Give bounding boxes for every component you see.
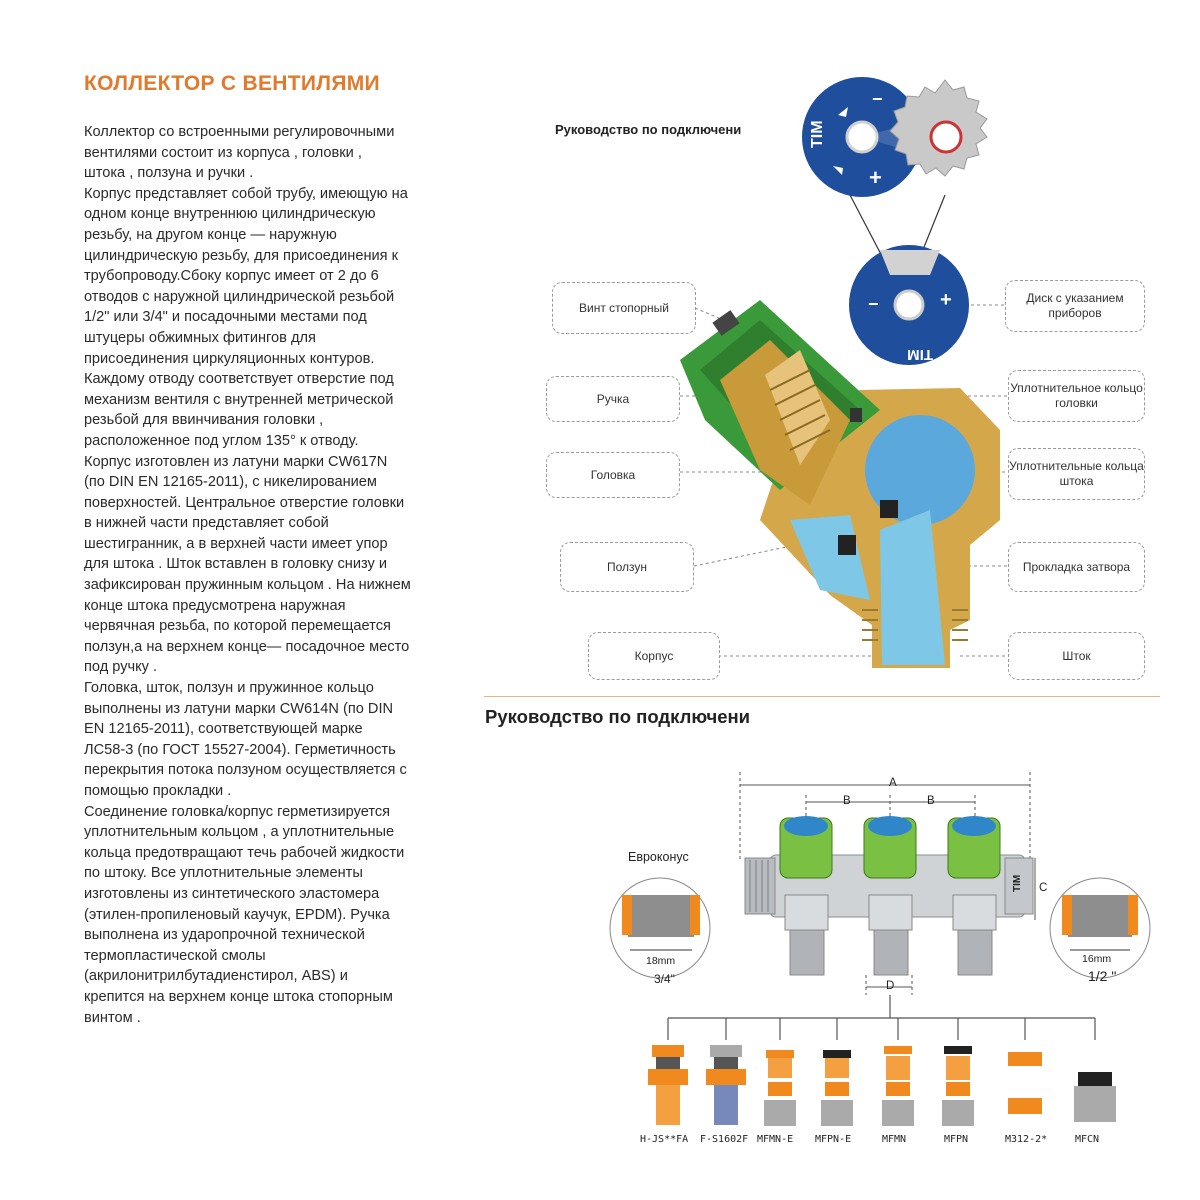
top-diagram-subtitle: Руководство по подключени [555, 122, 742, 137]
eurocone-label: Евроконус [628, 850, 689, 864]
callout-gate-gasket: Прокладка затвора [1008, 542, 1145, 592]
fitting-code-7: M312-2* [1005, 1134, 1048, 1145]
body-line: (по DIN EN 12165-2011), с никелированием [84, 474, 377, 491]
fitting-tree-lines [668, 995, 1095, 1040]
body-line: трубопроводу.Сбоку корпус имеет от 2 до 6 [84, 268, 379, 285]
callout-stem-seals: Уплотнительные кольца штока [1008, 448, 1145, 500]
body-line: EN 12165-2011), соответствующей марке [84, 721, 363, 738]
body-line: уплотнительным кольцом , а уплотнительные [84, 824, 395, 841]
callout-stem: Шток [1008, 632, 1145, 680]
body-line: 1/2" или 3/4" и посадочными местами под [84, 309, 367, 326]
dim-c-label: C [1039, 882, 1048, 894]
body-line: под ручку . [84, 659, 158, 676]
body-line: для штока . Шток вставлен в головку снизу и [84, 556, 388, 573]
body-line: отводов с наружной цилиндрической резьбой [84, 288, 395, 305]
body-line: цилиндрическую резьбу, для присоединения к [84, 247, 398, 264]
plus-sign-2: + [940, 289, 952, 311]
body-line: штока , ползуна и ручки . [84, 165, 254, 182]
body-line: изготовлены из синтетического эластомера [84, 885, 380, 902]
body-line: по штоку. Все уплотнительные элементы [84, 865, 363, 882]
minus-sign: − [872, 89, 883, 109]
body-line: Каждому отводу соответствует отверстие под [84, 371, 394, 388]
plus-sign: + [869, 165, 882, 190]
body-line: Головка, шток, ползун и пружинное кольцо [84, 680, 374, 697]
body-line: ЛС58-3 (по ГОСТ 15527-2004). Герметичность [84, 741, 396, 758]
valve-heads [780, 816, 1000, 975]
callout-handle: Ручка [546, 376, 680, 422]
body-line: выполнена из ударопрочной технической [84, 927, 365, 944]
fitting-code-3: MFMN-E [757, 1134, 794, 1145]
disk-brand-label: TIM [809, 120, 826, 148]
body-line: помощью прокладки . [84, 783, 232, 799]
callout-slider: Ползун [560, 542, 694, 592]
fitting-code-1: H-JS**FA [640, 1134, 689, 1145]
left-inset-thread: 3/4" [654, 972, 675, 986]
body-line: присоединения циркуляционных контуров. [84, 350, 375, 367]
callout-head: Головка [546, 452, 680, 498]
body-line: зафиксирован пружинным кольцом . На нижнем [84, 577, 411, 594]
body-line: Корпус изготовлен из латуни марки CW617N [84, 453, 388, 470]
body-line: червячная резьба, по которой перемещается [84, 618, 391, 635]
callout-set-screw: Винт стопорный [552, 282, 696, 334]
body-line: штуцеры обжимных фитингов для [84, 329, 316, 346]
body-line: конце штока предусмотрена наружная [84, 597, 346, 614]
body-line: Коллектор со встроенными регулировочными [84, 124, 395, 140]
body-line: вентилями состоит из корпуса , головки , [84, 144, 362, 161]
right-inset-size: 16mm [1082, 953, 1112, 965]
body-line: (этилен-пропиленовый каучук, EPDM). Ручка [84, 906, 390, 923]
body-line: перекрытия потока ползуном осуществляется с [84, 762, 407, 779]
body-line: резьбу, на другом конце — наружную [84, 226, 337, 243]
fitting-code-5: MFMN [882, 1134, 907, 1145]
body-line: резьбой для ввинчивания головки , [84, 412, 324, 429]
fitting-code-4: MFPN-E [815, 1134, 852, 1145]
body-line: термопластической смолы [84, 947, 266, 964]
fitting-code-6: MFPN [944, 1134, 969, 1145]
dim-b1-label: B [843, 795, 851, 807]
body-line: Соединение головка/корпус герметизируется [84, 803, 391, 820]
callout-device-disk: Диск с указанием приборов [1005, 280, 1145, 332]
callout-head-seal: Уплотнительное кольцо головки [1008, 370, 1145, 422]
body-line: механизм вентиля с внутренней метрической [84, 391, 394, 408]
left-inset-size: 18mm [646, 955, 676, 967]
fitting-code-2: F-S1602F [700, 1134, 749, 1145]
body-line: шестигранник, а в верхней части имеет упор [84, 535, 388, 552]
right-inset-thread: 1/2 " [1088, 968, 1117, 984]
fitting-code-8: MFCN [1075, 1134, 1100, 1145]
body-line: расположенное под углом 135° к отводу. [84, 432, 359, 449]
fittings-row [648, 1045, 1116, 1126]
body-line: одном конце внутреннюю цилиндрическую [84, 206, 376, 223]
body-line: поверхностей. Центральное отверстие головки [84, 494, 405, 511]
callout-body: Корпус [588, 632, 720, 680]
disk-brand-label-2: TIM [907, 346, 933, 363]
body-line: кольца предотвращают течь рабочей жидкости [84, 844, 405, 861]
dim-b2-label: B [927, 795, 935, 807]
body-line: (акрилонитрилбутадиенстирол, ABS) и [84, 968, 348, 985]
dim-d-label: D [886, 980, 895, 992]
page-title: КОЛЛЕКТОР С ВЕНТИЛЯМИ [84, 72, 380, 95]
body-line: ползун,а на верхнем конце— посадочное место [84, 638, 410, 655]
body-line: выполнены из латуни марки CW614N (по DIN [84, 700, 394, 717]
dim-a-label: A [889, 777, 897, 789]
bottom-diagram-subtitle: Руководство по подключени [485, 706, 751, 727]
manifold-brand-label: TIM [1012, 874, 1023, 892]
body-line: в нижней части представляет собой [84, 515, 329, 532]
body-line: крепится на верхнем конце штока стопорным [84, 988, 393, 1005]
minus-sign-2: − [868, 294, 879, 314]
body-line: Корпус представляет собой трубу, имеющую на [84, 185, 408, 202]
body-line: винтом . [84, 1009, 141, 1026]
